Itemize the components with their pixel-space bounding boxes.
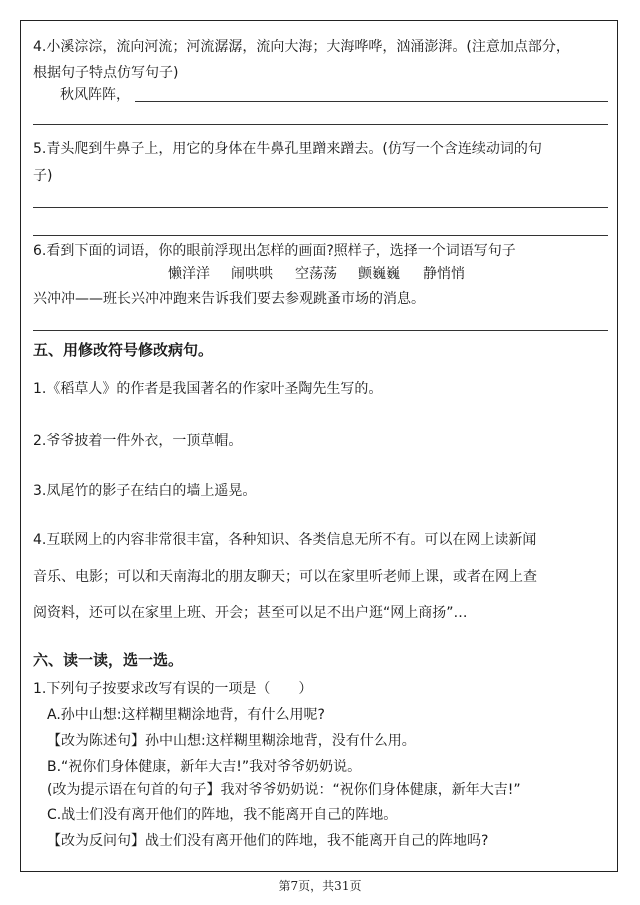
q5-line1: 5.青头爬到牛鼻子上，用它的身体在牛鼻孔里蹭来蹭去。(仿写一个含连续动词的句 <box>33 141 542 157</box>
section5-title: 五、用修改符号修改病句。 <box>33 341 214 359</box>
answer-line[interactable] <box>33 207 608 208</box>
q5-line2: 子) <box>33 168 53 184</box>
q6-word: 静悄悄 <box>423 266 465 282</box>
q6-word: 颤巍巍 <box>358 266 400 282</box>
section5-item4-line: 音乐、电影；可以和天南海北的朋友聊天；可以在家里听老师上课，或者在网上查 <box>33 569 537 585</box>
section5-item: 1.《稻草人》的作者是我国著名的作家叶圣陶先生写的。 <box>33 381 383 397</box>
q6-word: 懒洋洋 <box>168 266 210 282</box>
q6-line1: 6.看到下面的词语，你的眼前浮现出怎样的画面?照样子，选择一个词语写句子 <box>33 243 516 259</box>
section5-item: 3.凤尾竹的影子在结白的墙上遥晃。 <box>33 483 257 499</box>
section5-item4-line: 阅资料，还可以在家里上班、开会；甚至可以足不出户逛“网上商扬”… <box>33 605 468 621</box>
option-line: 【改为陈述句】孙中山想:这样糊里糊涂地背，没有什么用。 <box>47 733 416 749</box>
option-line: (改为提示语在句首的句子】我对爷爷奶奶说：“祝你们身体健康，新年大吉!” <box>47 782 521 798</box>
q6-example: 兴冲冲——班长兴冲冲跑来告诉我们要去参观跳蚤市场的消息。 <box>33 291 425 307</box>
option-line: A.孙中山想:这样糊里糊涂地背，有什么用呢? <box>47 707 325 723</box>
q6-word: 闹哄哄 <box>231 266 273 282</box>
section5-item: 2.爷爷披着一件外衣，一顶草帽。 <box>33 433 243 449</box>
answer-line[interactable] <box>33 124 608 125</box>
option-line: 【改为反问句】战士们没有离开他们的阵地，我不能离开自己的阵地吗? <box>47 833 489 849</box>
q4-line2: 根据句子特点仿写句子) <box>33 65 179 81</box>
answer-line[interactable] <box>33 330 608 331</box>
answer-line[interactable] <box>33 235 608 236</box>
section5-item4-line: 4.互联网上的内容非常很丰富，各种知识、各类信息无所不有。可以在网上读新闻 <box>33 532 537 548</box>
page-number: 第7页，共31页 <box>278 879 362 893</box>
q6-word: 空荡荡 <box>295 266 337 282</box>
section6-question: 1.下列句子按要求改写有误的一项是（ ） <box>33 681 313 697</box>
option-line: B.“祝你们身体健康，新年大吉!”我对爷爷奶奶说。 <box>47 759 362 775</box>
answer-line[interactable] <box>135 101 608 102</box>
option-line: C.战士们没有离开他们的阵地，我不能离开自己的阵地。 <box>47 807 398 823</box>
section6-title: 六、读一读，选一选。 <box>33 651 184 669</box>
q4-line1: 4.小溪淙淙，流向河流；河流潺潺，流向大海；大海哗哗，汹涌澎湃。(注意加点部分， <box>33 39 570 55</box>
q4-prompt: 秋风阵阵， <box>60 87 130 103</box>
